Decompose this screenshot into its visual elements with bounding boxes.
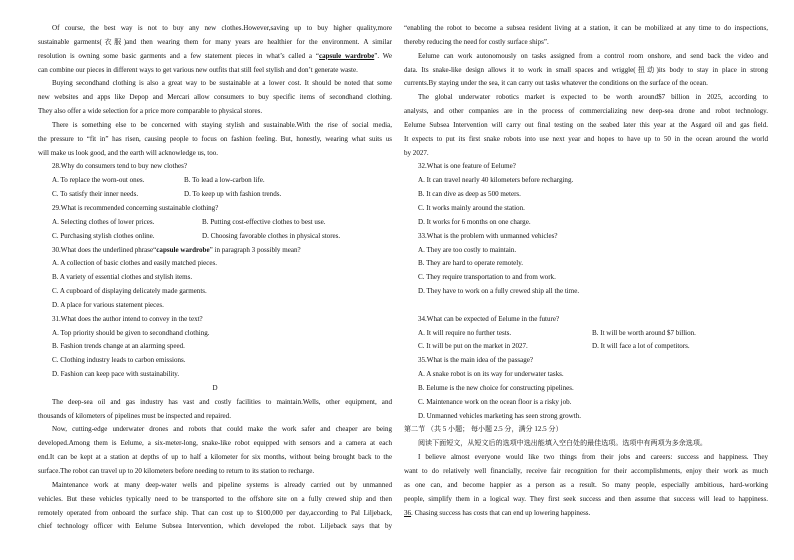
option-a: A. It can travel nearly 40 kilometers before recharging. xyxy=(418,176,574,185)
left-column xyxy=(38,22,392,534)
text-fragment: ”. We xyxy=(374,51,392,60)
question-32: 32.What is one feature of Eelume? xyxy=(418,162,516,171)
text-line: Buying secondhand clothing is also a great way to be sustainable at a lower cost. It should be noted that some xyxy=(52,79,392,88)
option-a: A. Selecting clothes of lower prices. xyxy=(52,217,155,226)
right-column xyxy=(404,22,768,520)
option-b: B. It will be worth around $7 billion. xyxy=(592,328,696,337)
text-line: people, simplify them in a logical way. They first seek success and then assume that success will lead to happiness. xyxy=(404,494,768,503)
text-line: want to do relatively well financially, receive fair recognition for their accomplishments, enjoy their work as much xyxy=(404,467,768,475)
section-heading-d: D xyxy=(212,383,218,392)
option-c: C. It works mainly around the station. xyxy=(418,203,525,212)
question-30 xyxy=(38,244,392,258)
question-29: 29.What is recommended concerning sustainable clothing? xyxy=(52,203,219,212)
option-a: A. Top priority should be given to secondhand clothing. xyxy=(52,328,210,337)
options-row xyxy=(404,340,768,354)
text-fragment: 30.What does the underlined phrase“ xyxy=(52,245,157,254)
text-line: Eelume can work autonomously on tasks assigned from a control room onshore, and send back the video and xyxy=(418,51,768,60)
question-28: 28.Why do consumers tend to buy new clothes? xyxy=(52,162,188,171)
options-row xyxy=(38,174,392,188)
text-line: I believe almost everyone would like two things from their jobs and careers: success and happiness. They xyxy=(418,453,768,462)
question-34: 34.What can be expected of Eelume in the future? xyxy=(418,314,560,323)
question-35: 35.What is the main idea of the passage? xyxy=(418,356,534,365)
option-b: B. A variety of essential clothes and stylish items. xyxy=(52,273,193,282)
option-b: B. Fashion trends change at an alarming speed. xyxy=(52,342,185,351)
text-line: Maintenance work at many deep-water wells and pipeline systems is already carried out by unmanned xyxy=(52,480,392,489)
text-line: Eelume Subsea Intervention will carry out final testing on the seabed later this year at the Asgard oil and gas field. xyxy=(404,120,768,129)
options-row xyxy=(38,188,392,202)
text-line: analysts, and other companies are in the process of commercializing new deep-sea drone and robot technology. xyxy=(404,107,768,116)
question-31: 31.What does the author intend to convey in the text? xyxy=(52,314,203,323)
option-a: A. A snake robot is on its way for underwater tasks. xyxy=(418,370,564,379)
term: capsule wardrobe xyxy=(156,245,210,254)
text-line: thereby reducing the need for costly surface ships”. xyxy=(404,37,549,46)
option-d: D. To keep up with fashion trends. xyxy=(184,190,282,199)
option-c: C. Purchasing stylish clothes online. xyxy=(52,231,155,240)
option-a: A. A collection of basic clothes and easily matched pieces. xyxy=(52,259,217,268)
option-a: A. To replace the worn-out ones. xyxy=(52,176,145,185)
option-d: D. Unmanned vehicles marketing has seen strong growth. xyxy=(418,411,582,420)
blank-36: 36 xyxy=(404,508,412,517)
text-line: surface.The robot can travel up to 20 kilometers before needing to return to its station to recharge. xyxy=(38,467,315,475)
text-line: chief technology officer with Eelume Subsea Intervention, which developed the robot. Liljeback says that by xyxy=(38,522,392,531)
option-c: C. To satisfy their inner needs. xyxy=(52,190,139,199)
option-b: B. To lead a low-carbon life. xyxy=(184,176,265,185)
options-row xyxy=(38,216,392,230)
option-d: D. Fashion can keep pace with sustainability. xyxy=(52,370,180,379)
option-b: B. They are hard to operate remotely. xyxy=(418,259,524,268)
section-2-title: 第二节 （共 5 小题； 每小题 2.5 分，满分 12.5 分） xyxy=(404,425,563,434)
text-line: There is something else to be concerned with staying stylish and sustainable.With the rise of social media, xyxy=(52,120,392,129)
text-line: “enabling the robot to become a subsea resident living at a station, it can be mobilized at any time to do inspections, xyxy=(404,24,768,32)
option-b: B. It can dive as deep as 500 meters. xyxy=(418,190,521,199)
text-line: data. Its snake-like design allows it to work in small spaces and wriggle(扭动)its body to stay in place in strong xyxy=(404,65,768,74)
text-line: by 2027. xyxy=(404,148,429,157)
text-line: remotely operated from onboard the surface ship. That can cost up to $100,000 per day,according to Pal Liljeback, xyxy=(38,508,392,517)
question-33: 33.What is the problem with unmanned vehicles? xyxy=(418,231,558,240)
option-c: C. They require transportation to and from work. xyxy=(418,273,556,282)
text-line: It expects to put its first snake robots into use next year and hopes to have up to 50 in the ocean around the world xyxy=(404,134,768,143)
option-d: D. Choosing favorable clothes in physical stores. xyxy=(202,231,341,240)
option-d: D. It will face a lot of competitors. xyxy=(592,342,690,351)
text-line: can combine our pieces in different ways to get various new outfits that still feel stylish and don’t generate waste. xyxy=(38,65,358,74)
text-line: new websites and apps like Depop and Mercari allow consumers to buy specific items of secondhand clothing. xyxy=(38,93,392,102)
text-fragment: . Chasing success has costs that can end up lowering happiness. xyxy=(411,508,591,517)
text-line: The deep-sea oil and gas industry has vast and costly facilities to maintain.Wells, other equipment, and xyxy=(52,397,392,406)
text-fragment: ” in paragraph 3 possibly mean? xyxy=(209,245,301,254)
spacer xyxy=(404,299,768,313)
text-line: the pressure to “fit in” has risen, causing people to focus on fashion feeling. But, honestly, wearing what suits us xyxy=(38,134,392,143)
option-c: C. Clothing industry leads to carbon emissions. xyxy=(52,356,186,365)
option-a: A. It will require no further tests. xyxy=(418,328,512,337)
option-c: C. Maintenance work on the ocean floor is a risky job. xyxy=(418,397,572,406)
text-line: end.It can be kept at a station at depths of up to half a kilometer for six months, without being brought back to the xyxy=(38,453,392,462)
text-line xyxy=(404,507,768,521)
option-b: B. Eelume is the new choice for constructing pipelines. xyxy=(418,383,574,392)
option-c: C. A cupboard of displaying delicately made garments. xyxy=(52,287,207,296)
text-line: thousands of kilometers of pipelines must be inspected and repaired. xyxy=(38,411,231,420)
section-2-instructions: 阅读下面短文，从短文后的选项中选出能填入空白处的最佳选项。选项中有两项为多余选项。 xyxy=(418,439,707,448)
option-d: D. A place for various statement pieces. xyxy=(52,300,164,309)
text-line: developed.Among them is Eelume, a six-meter-long, snake-like robot equipped with sensors and a camera at each xyxy=(38,439,392,448)
text-line: The global underwater robotics market is expected to be worth around$7 billion in 2025, according to xyxy=(418,93,768,102)
underlined-term: capsule wardrobe xyxy=(318,51,375,60)
option-c: C. It will be put on the market in 2027. xyxy=(418,342,528,351)
text-line: sustainable garments(衣服)and then wearing them for many years are healthier for the environment. A similar xyxy=(38,37,392,46)
text-line: will make us look good, and the earth will acknowledge us, too. xyxy=(38,148,219,157)
option-d: D. It works for 6 months on one charge. xyxy=(418,217,531,226)
option-a: A. They are too costly to maintain. xyxy=(418,245,517,254)
options-row xyxy=(38,230,392,244)
text-fragment: resolution is owning some basic garments and a few statement pieces in what’s called a “ xyxy=(38,51,319,60)
text-line: Now, cutting-edge underwater drones and robots that could make the work safer and cheaper are being xyxy=(52,425,392,434)
option-b: B. Putting cost-effective clothes to best use. xyxy=(202,217,326,226)
text-line: as one can, and become happier as a person as a result. So many people, especially ambitious, hard-working xyxy=(404,480,768,489)
text-line xyxy=(38,50,392,64)
text-line: vehicles. But these vehicles typically need to be transported to the offshore site on a fully crewed ship and then xyxy=(38,494,392,503)
options-row xyxy=(404,327,768,341)
text-line: They also offer a wide selection for a price more comparable to physical stores. xyxy=(38,107,263,116)
option-d: D. They have to work on a fully crewed ship all the time. xyxy=(418,287,580,296)
text-line: Of course, the best way is not to buy any new clothes.However,saving up to buy higher quality,more xyxy=(52,24,392,32)
text-line: currents.By staying under the sea, it can carry out tasks whatever the conditions on the surface of the ocean. xyxy=(404,79,708,88)
